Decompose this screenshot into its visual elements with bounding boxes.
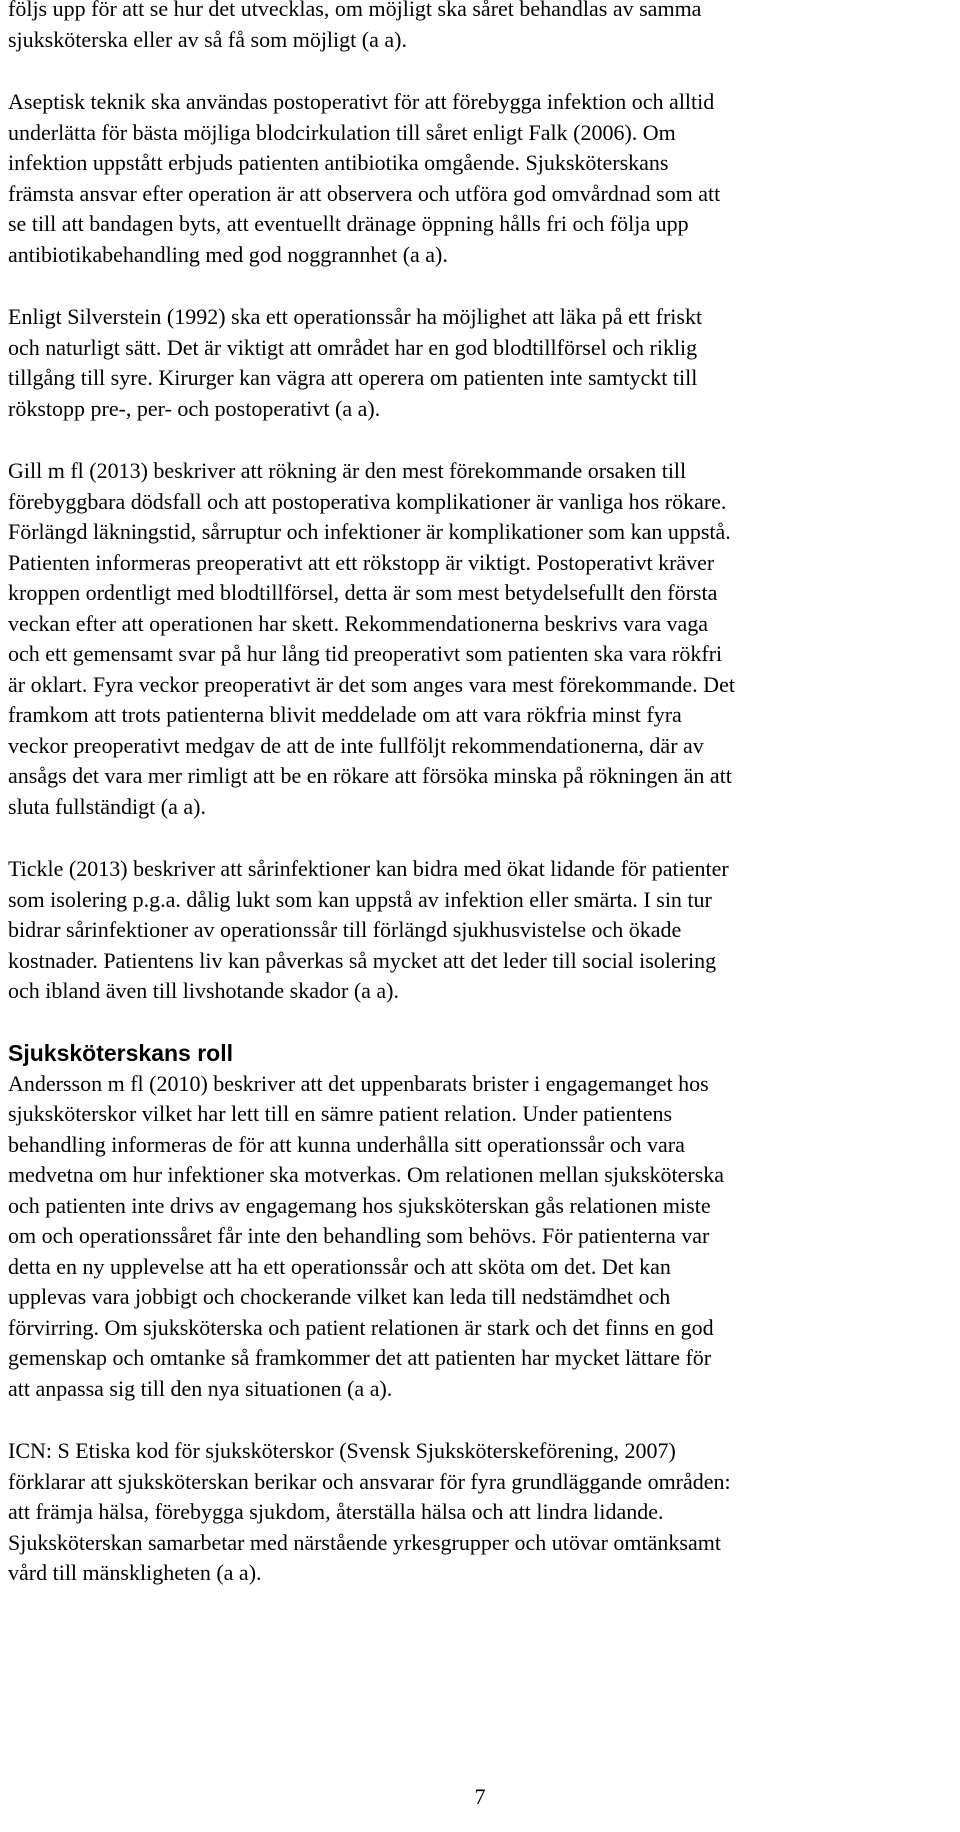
page-content [8,0,948,1621]
paragraph-wound-followup: följs upp för att se hur det utvecklas, om möjligt ska såret behandlas av samma sjuksköterska eller av så få som möjligt (a a). [8,0,702,52]
paragraph-gill-smoking: Gill m fl (2013) beskriver att rökning är den mest förekommande orsaken till förebyggbara dödsfall och att postoperativa komplikationer är vanliga hos rökare. Förlängd läkningstid, sårruptur och infektioner är komplikationer som kan uppstå. Patienten informeras preoperativt att ett rökstopp är viktigt. Postoperativt kräver kroppen ordentligt med blodtillförsel, detta är som mest betydelsefullt den första veckan efter att operationen har skett. Rekommendationerna beskrivs vara vaga och ett gemensamt svar på hur lång tid preoperativt som patienten ska vara rökfri är oklart. Fyra veckor preoperativt är det som anges vara mest förekommande. Det framkom att trots patienterna blivit meddelade om att vara rökfria minst fyra veckor preoperativt medgav de att de inte fullföljt rekommendationerna, där av ansågs det vara mer rimligt att be en rökare att försöka minska på rökningen än att sluta fullständigt (a a). [8,458,735,819]
page-number: 7 [474,1784,486,1809]
paragraph-aseptic-technique: Aseptisk teknik ska användas postoperativt för att förebygga infektion och alltid underlätta för bästa möjliga blodcirkulation till såret enligt Falk (2006). Om infektion uppstått erbjuds patienten antibiotika omgående. Sjuksköterskans främsta ansvar efter operation är att observera och utföra god omvårdnad som att se till att bandagen byts, att eventuellt dränage öppning hålls fri och följa upp antibiotikabehandling med god noggrannhet (a a). [8,89,721,267]
paragraph-andersson-engagement: Andersson m fl (2010) beskriver att det uppenbarats brister i engagemanget hos sjuksköterskor vilket har lett till en sämre patient relation. Under patientens behandling informeras de för att kunna underhålla sitt operationssår och vara medvetna om hur infektioner ska motverkas. Om relationen mellan sjuksköterska och patienten inte drivs av engagemang hos sjuksköterskan gås relationen miste om och operationssåret får inte den behandling som behövs. För patienterna var detta en ny upplevelse att ha ett operationssår och att sköta om det. Det kan upplevas vara jobbigt och chockerande vilket kan leda till nedstämdhet och förvirring. Om sjuksköterska och patient relationen är stark och det finns en god gemenskap och omtanke så framkommer det att patienten har mycket lättare för att anpassa sig till den nya situationen (a a). [8,1070,725,1401]
paragraph-icn-ethics-code: ICN: S Etiska kod för sjuksköterskor (Svensk Sjuksköterskeförening, 2007) förklarar att sjuksköterskan berikar och ansvarar för fyra grundläggande områden: att främja hälsa, förebygga sjukdom, återställa hälsa och att lindra lidande. Sjuksköterskan samarbetar med närstående yrkesgrupper och utövar omtänksamt vård till mänskligheten (a a). [8,1438,731,1585]
paragraph-silverstein: Enligt Silverstein (1992) ska ett operationssår ha möjlighet att läka på ett friskt och naturligt sätt. Det är viktigt att området har en god blodtillförsel och riklig tillgång till syre. Kirurger kan vägra att operera om patienten inte samtyckt till rökstopp pre-, per- och postoperativt (a a). [8,304,703,421]
section-heading: Sjuksköterskans roll [8,1039,233,1066]
paragraph-tickle-infections: Tickle (2013) beskriver att sårinfektioner kan bidra med ökat lidande för patienter som isolering p.g.a. dålig lukt som kan uppstå av infektion eller smärta. I sin tur bidrar sårinfektioner av operationssår till förlängd sjukhusvistelse och ökade kostnader. Patientens liv kan påverkas så mycket att det leder till social isolering och ibland även till livshotande skador (a a). [8,856,729,1003]
